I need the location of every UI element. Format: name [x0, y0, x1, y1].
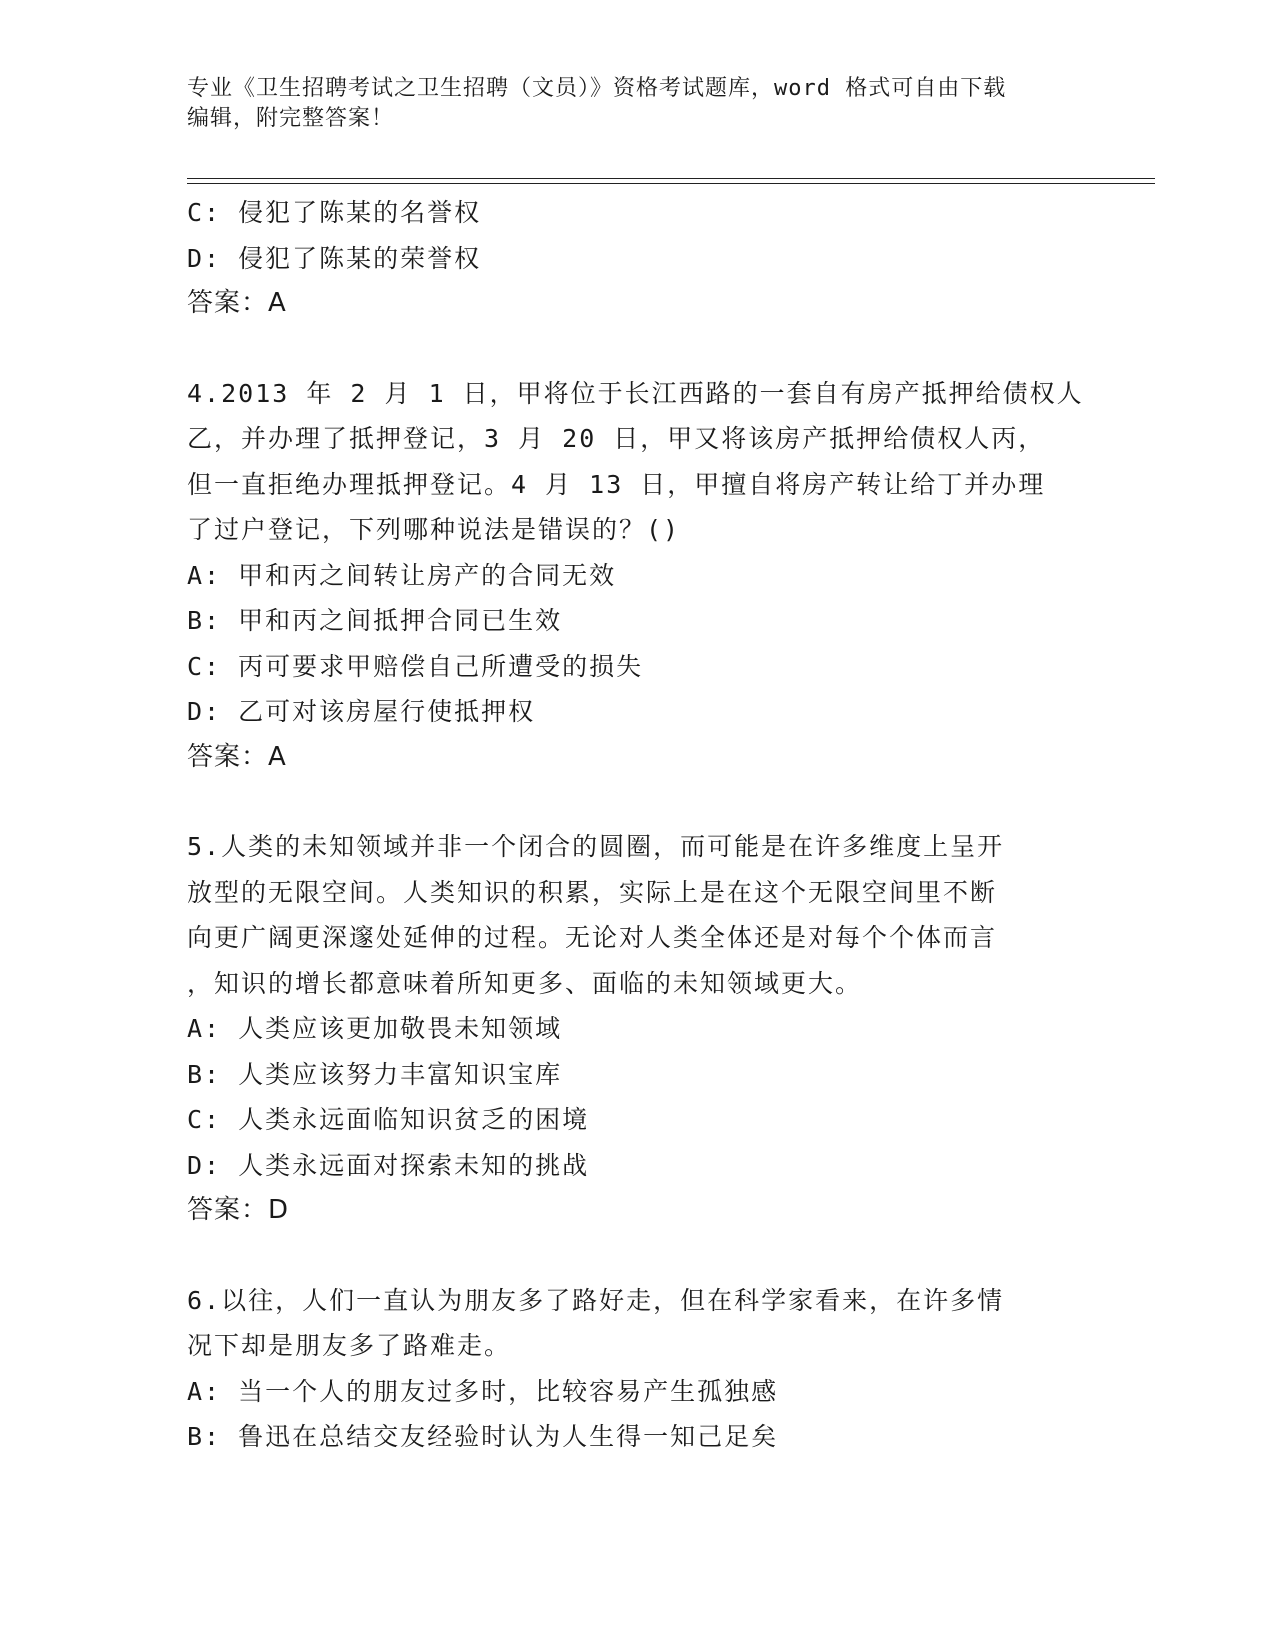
question-stem-line: ，知识的增长都意味着所知更多、面临的未知领域更大。 [187, 968, 863, 998]
question-3-tail [187, 190, 1067, 327]
option-c: C: 侵犯了陈某的名誉权 [187, 198, 482, 227]
question-stem-line: 乙，并办理了抵押登记，3 月 20 日，甲又将该房产抵押给债权人丙， [187, 424, 1046, 453]
option-d: D: 侵犯了陈某的荣誉权 [187, 243, 482, 273]
header-divider-top [187, 178, 1155, 179]
option-a: A: 人类应该更加敬畏未知领域 [187, 1014, 563, 1043]
answer-line: 答案：D [187, 1195, 290, 1225]
spacer [187, 780, 1067, 824]
question-stem-line: 但一直拒绝办理抵押登记。4 月 13 日，甲擅自将房产转让给丁并办理 [187, 469, 1046, 499]
question-stem-line: 况下却是朋友多了路难走。 [187, 1331, 512, 1360]
question-content [187, 190, 1084, 1460]
option-c: C: 丙可要求甲赔偿自己所遭受的损失 [187, 651, 644, 681]
option-b: B: 鲁迅在总结交友经验时认为人生得一知己足矣 [187, 1422, 779, 1451]
question-stem-line: 5.人类的未知领域并非一个闭合的圆圈，而可能是在许多维度上呈开 [187, 832, 1005, 861]
question-stem-line: 放型的无限空间。人类知识的积累，实际上是在这个无限空间里不断 [187, 877, 998, 907]
option-a: A: 当一个人的朋友过多时，比较容易产生孤独感 [187, 1376, 779, 1406]
question-6 [187, 1278, 1067, 1460]
answer-line: 答案：A [187, 741, 287, 772]
spacer [187, 1234, 1067, 1278]
header-line-2: 编辑，附完整答案！ [187, 106, 395, 131]
header-divider-bottom [187, 183, 1155, 184]
question-stem-line: 4.2013 年 2 月 1 日，甲将位于长江西路的一套自有房产抵押给债权人 [187, 378, 1084, 408]
option-d: D: 人类永远面对探索未知的挑战 [187, 1150, 590, 1180]
option-b: B: 甲和丙之间抵押合同已生效 [187, 606, 563, 635]
option-c: C: 人类永远面临知识贫乏的困境 [187, 1105, 590, 1134]
question-5 [187, 824, 1067, 1234]
question-stem-line: 向更广阔更深邃处延伸的过程。无论对人类全体还是对每个个体而言 [187, 923, 998, 952]
question-stem-line: 了过户登记，下列哪种说法是错误的？() [187, 515, 681, 544]
question-4 [187, 371, 1084, 781]
option-a: A: 甲和丙之间转让房产的合同无效 [187, 560, 617, 590]
option-b: B: 人类应该努力丰富知识宝库 [187, 1059, 563, 1089]
question-stem-line: 6.以往，人们一直认为朋友多了路好走，但在科学家看来，在许多情 [187, 1285, 1005, 1315]
answer-line: 答案：A [187, 288, 287, 318]
document-header [187, 74, 1067, 134]
header-line-1: 专业《卫生招聘考试之卫生招聘（文员）》资格考试题库，word 格式可自由下载 [187, 76, 1007, 101]
spacer [187, 327, 1067, 371]
option-d: D: 乙可对该房屋行使抵押权 [187, 697, 536, 726]
